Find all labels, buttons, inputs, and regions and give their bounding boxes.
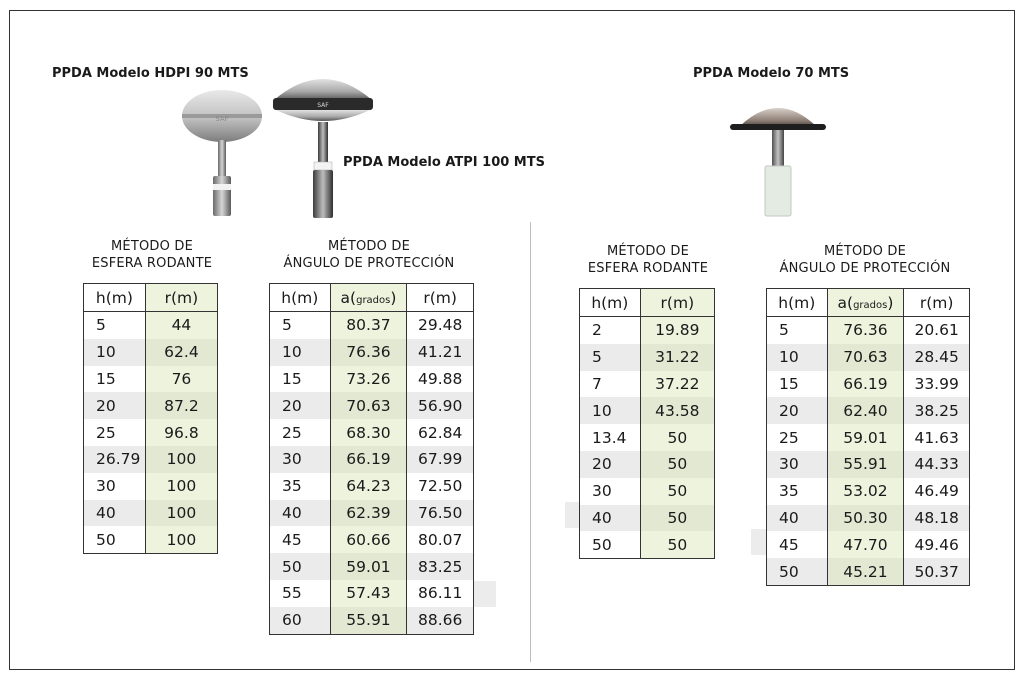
right-sphere-cell: 50 <box>640 478 714 505</box>
left-angle-cell: 76.36 <box>330 339 407 366</box>
right-angle-table <box>766 288 970 586</box>
right-angle-cell: 41.63 <box>904 424 970 451</box>
left-angle-row <box>270 419 474 446</box>
right-sphere-row <box>580 344 715 371</box>
left-angle-cell: 60.66 <box>330 526 407 553</box>
left-sphere-cell: 100 <box>145 473 217 500</box>
left-angle-header-r: r(m) <box>407 284 474 312</box>
left-angle-row <box>270 553 474 580</box>
left-angle-cell: 41.21 <box>407 339 474 366</box>
left-sphere-header-r: r(m) <box>145 284 217 312</box>
left-angle-cell: 80.07 <box>407 526 474 553</box>
right-sphere-row <box>580 451 715 478</box>
right-angle-cell: 33.99 <box>904 371 970 398</box>
left-angle-cell: 72.50 <box>407 473 474 500</box>
right-angle-header-h: h(m) <box>767 289 828 317</box>
left-angle-row <box>270 473 474 500</box>
left-angle-row <box>270 392 474 419</box>
right-angle-body <box>767 317 970 586</box>
atpi-logo-text: SAF <box>317 102 329 109</box>
right-angle-cell: 5 <box>767 317 828 344</box>
left-sphere-row <box>84 526 218 553</box>
left-angle-cell: 40 <box>270 500 331 527</box>
left-angle-cell: 49.88 <box>407 366 474 393</box>
right-sphere-header-r: r(m) <box>640 289 714 317</box>
right-angle-cell: 47.70 <box>827 531 904 558</box>
hdpi-logo-text: SAF <box>215 115 229 123</box>
left-angle-title-line2: ÁNGULO DE PROTECCIÓN <box>283 256 455 271</box>
left-angle-cell: 57.43 <box>330 580 407 607</box>
label-atpi-100: PPDA Modelo ATPI 100 MTS <box>343 155 545 170</box>
left-angle-cell: 60 <box>270 607 331 634</box>
right-angle-row <box>767 531 970 558</box>
left-sphere-title <box>72 238 232 272</box>
left-angle-cell: 86.11 <box>407 580 474 607</box>
atpi-lightning-rod-image <box>270 66 376 220</box>
label-model-70: PPDA Modelo 70 MTS <box>693 66 850 81</box>
left-angle-row <box>270 500 474 527</box>
left-angle-cell: 73.26 <box>330 366 407 393</box>
right-angle-cell: 30 <box>767 451 828 478</box>
right-angle-cell: 55.91 <box>827 451 904 478</box>
right-angle-row <box>767 424 970 451</box>
left-sphere-cell: 100 <box>145 526 217 553</box>
right-angle-title-line2: ÁNGULO DE PROTECCIÓN <box>779 261 951 276</box>
left-sphere-title-line1: MÉTODO DE <box>110 239 193 254</box>
left-sphere-row <box>84 366 218 393</box>
left-sphere-cell: 50 <box>84 526 146 553</box>
left-sphere-row <box>84 312 218 339</box>
right-angle-title-line1: MÉTODO DE <box>823 244 906 259</box>
right-sphere-cell: 10 <box>580 397 641 424</box>
left-angle-row <box>270 366 474 393</box>
left-angle-cell: 66.19 <box>330 446 407 473</box>
right-angle-cell: 40 <box>767 505 828 532</box>
right-angle-cell: 53.02 <box>827 478 904 505</box>
right-angle-row <box>767 505 970 532</box>
left-sphere-cell: 20 <box>84 392 146 419</box>
right-sphere-cell: 50 <box>580 531 641 558</box>
left-sphere-cell: 76 <box>145 366 217 393</box>
right-sphere-cell: 37.22 <box>640 371 714 398</box>
left-sphere-cell: 96.8 <box>145 419 217 446</box>
right-sphere-header-h: h(m) <box>580 289 641 317</box>
left-sphere-cell: 62.4 <box>145 339 217 366</box>
right-sphere-row <box>580 317 715 344</box>
left-angle-cell: 67.99 <box>407 446 474 473</box>
left-angle-cell: 55.91 <box>330 607 407 634</box>
right-angle-row <box>767 317 970 344</box>
left-sphere-row <box>84 392 218 419</box>
left-sphere-row <box>84 473 218 500</box>
right-sphere-cell: 50 <box>640 505 714 532</box>
right-angle-cell: 49.46 <box>904 531 970 558</box>
right-sphere-cell: 50 <box>640 531 714 558</box>
left-sphere-cell: 44 <box>145 312 217 339</box>
right-sphere-title-line2: ESFERA RODANTE <box>587 261 709 276</box>
left-sphere-cell: 25 <box>84 419 146 446</box>
right-sphere-cell: 20 <box>580 451 641 478</box>
left-angle-row <box>270 312 474 339</box>
right-sphere-cell: 43.58 <box>640 397 714 424</box>
left-angle-cell: 70.63 <box>330 392 407 419</box>
left-angle-header-a: a(grados) <box>330 284 407 312</box>
left-sphere-title-line2: ESFERA RODANTE <box>91 256 213 271</box>
left-angle-cell: 25 <box>270 419 331 446</box>
right-angle-row <box>767 397 970 424</box>
left-angle-title <box>258 238 480 272</box>
left-sphere-cell: 87.2 <box>145 392 217 419</box>
left-angle-cell: 35 <box>270 473 331 500</box>
left-angle-cell: 55 <box>270 580 331 607</box>
right-sphere-cell: 31.22 <box>640 344 714 371</box>
left-sphere-row <box>84 339 218 366</box>
left-angle-row <box>270 339 474 366</box>
left-angle-cell: 64.23 <box>330 473 407 500</box>
right-sphere-cell: 13.4 <box>580 424 641 451</box>
right-angle-cell: 45 <box>767 531 828 558</box>
right-angle-title <box>754 243 976 277</box>
left-angle-row <box>270 580 474 607</box>
left-angle-row <box>270 607 474 634</box>
right-sphere-row <box>580 505 715 532</box>
right-sphere-title-line1: MÉTODO DE <box>606 244 689 259</box>
left-sphere-cell: 26.79 <box>84 446 146 473</box>
right-sphere-row <box>580 424 715 451</box>
left-sphere-cell: 5 <box>84 312 146 339</box>
right-angle-header-r: r(m) <box>904 289 970 317</box>
left-angle-cell: 56.90 <box>407 392 474 419</box>
left-sphere-cell: 30 <box>84 473 146 500</box>
right-angle-cell: 70.63 <box>827 344 904 371</box>
right-angle-row <box>767 558 970 585</box>
left-angle-cell: 30 <box>270 446 331 473</box>
right-angle-header-a: a(grados) <box>827 289 904 317</box>
left-sphere-row <box>84 419 218 446</box>
right-sphere-row <box>580 397 715 424</box>
left-angle-cell: 20 <box>270 392 331 419</box>
right-sphere-cell: 50 <box>640 451 714 478</box>
right-angle-cell: 50 <box>767 558 828 585</box>
left-angle-body <box>270 312 474 635</box>
left-sphere-table <box>83 283 218 554</box>
left-sphere-cell: 100 <box>145 446 217 473</box>
left-sphere-cell: 100 <box>145 500 217 527</box>
left-angle-cell: 15 <box>270 366 331 393</box>
left-angle-cell: 76.50 <box>407 500 474 527</box>
model-70-lightning-rod-image <box>728 96 828 218</box>
left-angle-cell: 50 <box>270 553 331 580</box>
left-angle-cell: 83.25 <box>407 553 474 580</box>
right-sphere-cell: 2 <box>580 317 641 344</box>
left-angle-cell: 88.66 <box>407 607 474 634</box>
right-sphere-cell: 7 <box>580 371 641 398</box>
left-angle-cell: 68.30 <box>330 419 407 446</box>
label-hdpi-90: PPDA Modelo HDPI 90 MTS <box>52 66 249 81</box>
right-sphere-cell: 19.89 <box>640 317 714 344</box>
right-angle-cell: 35 <box>767 478 828 505</box>
left-sphere-cell: 15 <box>84 366 146 393</box>
left-angle-cell: 10 <box>270 339 331 366</box>
left-angle-title-line1: MÉTODO DE <box>327 239 410 254</box>
right-angle-cell: 15 <box>767 371 828 398</box>
left-angle-table <box>269 283 474 635</box>
left-angle-header-h: h(m) <box>270 284 331 312</box>
left-angle-cell: 80.37 <box>330 312 407 339</box>
right-sphere-cell: 40 <box>580 505 641 532</box>
right-sphere-row <box>580 531 715 558</box>
left-angle-row <box>270 526 474 553</box>
right-angle-cell: 38.25 <box>904 397 970 424</box>
right-angle-cell: 50.30 <box>827 505 904 532</box>
right-angle-cell: 20.61 <box>904 317 970 344</box>
right-sphere-row <box>580 371 715 398</box>
left-sphere-cell: 10 <box>84 339 146 366</box>
right-angle-cell: 76.36 <box>827 317 904 344</box>
right-sphere-table <box>579 288 715 559</box>
right-angle-cell: 46.49 <box>904 478 970 505</box>
right-angle-row <box>767 344 970 371</box>
right-angle-cell: 48.18 <box>904 505 970 532</box>
right-angle-cell: 66.19 <box>827 371 904 398</box>
left-sphere-row <box>84 446 218 473</box>
right-angle-row <box>767 451 970 478</box>
left-sphere-body <box>84 312 218 554</box>
right-sphere-body <box>580 317 715 559</box>
left-angle-cell: 29.48 <box>407 312 474 339</box>
left-sphere-cell: 40 <box>84 500 146 527</box>
right-sphere-cell: 5 <box>580 344 641 371</box>
right-angle-row <box>767 371 970 398</box>
right-angle-cell: 28.45 <box>904 344 970 371</box>
left-sphere-row <box>84 500 218 527</box>
left-angle-cell: 5 <box>270 312 331 339</box>
left-angle-cell: 62.84 <box>407 419 474 446</box>
left-angle-cell: 45 <box>270 526 331 553</box>
left-angle-cell: 59.01 <box>330 553 407 580</box>
hdpi-lightning-rod-image <box>180 88 264 218</box>
section-divider <box>530 222 531 662</box>
right-sphere-title <box>568 243 728 277</box>
left-sphere-header-h: h(m) <box>84 284 146 312</box>
right-angle-cell: 20 <box>767 397 828 424</box>
left-angle-cell: 62.39 <box>330 500 407 527</box>
left-angle-row <box>270 446 474 473</box>
right-sphere-cell: 50 <box>640 424 714 451</box>
right-angle-cell: 62.40 <box>827 397 904 424</box>
right-angle-cell: 44.33 <box>904 451 970 478</box>
right-sphere-cell: 30 <box>580 478 641 505</box>
right-angle-cell: 25 <box>767 424 828 451</box>
right-angle-cell: 59.01 <box>827 424 904 451</box>
right-angle-cell: 45.21 <box>827 558 904 585</box>
right-sphere-row <box>580 478 715 505</box>
right-angle-cell: 10 <box>767 344 828 371</box>
right-angle-row <box>767 478 970 505</box>
right-angle-cell: 50.37 <box>904 558 970 585</box>
